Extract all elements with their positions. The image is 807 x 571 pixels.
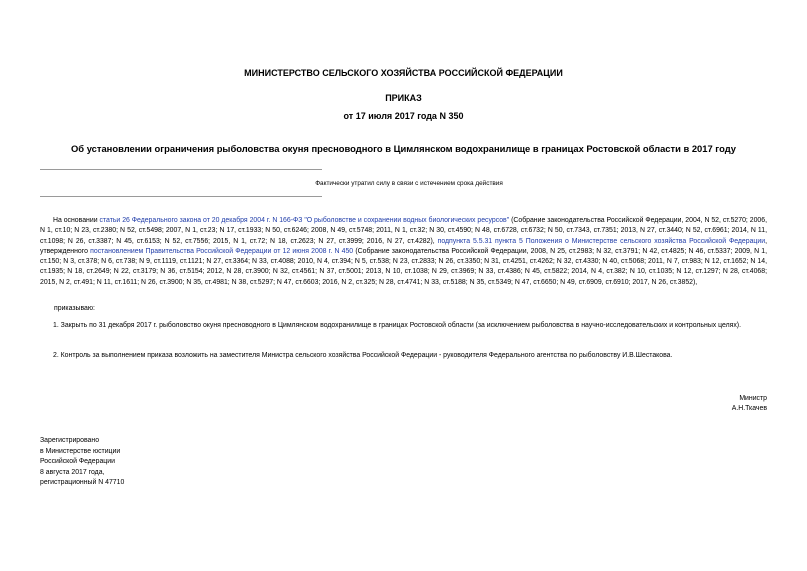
link-federal-law[interactable]: статьи 26 Федерального закона от 20 декабря 2004 г. N 166-ФЗ "О рыболовстве и сохранении водных биологических ресурсов" <box>99 217 510 224</box>
divider-top <box>40 169 322 170</box>
registration-line-4: 8 августа 2017 года, <box>40 468 105 476</box>
paragraph-item-1: 1. Закрыть по 31 декабря 2017 г. рыболовство окуня пресноводного в Цимлянском водохранилище в границах Ростовской области (за исключением рыболовства в научно-исследовательских и контрольных целях). <box>53 322 742 329</box>
registration-line-5: регистрационный N 47710 <box>40 479 125 486</box>
doc-type-heading: ПРИКАЗ <box>385 93 422 103</box>
paragraph-basis <box>40 216 767 288</box>
signature-block <box>732 394 767 414</box>
divider-bottom <box>40 196 322 197</box>
signature-position: Министр <box>739 395 767 402</box>
doc-title: Об установлении ограничения рыболовства окуня пресноводного в Цимлянском водохранилище в границах Ростовской области в 2017 году <box>71 143 736 154</box>
doc-date-number: от 17 июля 2017 года N 350 <box>343 111 464 121</box>
basis-approved: , утвержденного <box>40 237 767 255</box>
order-word: приказываю: <box>54 305 95 312</box>
basis-citations: (Собрание законодательства Российской Федерации, 2004, N 52, ст.5270; 2006, N 1, ст.10; N 23, ст.2380; N 52, ст.5498; 2007, N 1, ст.23; N 17, ст.1933; N 50, ст.6246; 2008, N 49, ст.5748; 2011, N 1, ст.32; N 30, ст.4590; N 48, ст.6728, ст.6732; N 50, ст.7343, ст.7351; 2013, N 27, ст.3440; N 52, ст.6961; 2014, N 11, ст.1098; N 26, ст.3387; N 45, ст.6153; N 52, ст.7556; 2015, N 1, ст.72; N 18, ст.2623; N 27, ст.3999; 2016, N 27, ст.4282), <box>40 217 767 245</box>
registration-line-1: Зарегистрировано <box>40 437 100 444</box>
registration-block <box>40 436 124 489</box>
ministry-heading: МИНИСТЕРСТВО СЕЛЬСКОГО ХОЗЯЙСТВА РОССИЙСКОЙ ФЕДЕРАЦИИ <box>244 68 563 78</box>
link-government-resolution[interactable]: постановлением Правительства Российской Федерации от 12 июня 2008 г. N 450 <box>90 247 354 255</box>
paragraph-item-2: 2. Контроль за выполнением приказа возложить на заместителя Министра сельского хозяйства Российской Федерации - руководителя Федерального агентства по рыболовству И.В.Шестакова. <box>53 352 673 359</box>
signature-name: А.Н.Ткачев <box>731 405 767 412</box>
status-note: Фактически утратил силу в связи с истечением срока действия <box>315 180 503 187</box>
basis-lead: На основании <box>53 217 100 224</box>
registration-line-3: Российской Федерации <box>40 458 115 465</box>
registration-line-2: в Министерстве юстиции <box>40 447 121 455</box>
link-regulation-subparagraph[interactable]: подпункта 5.5.31 пункта 5 Положения о Министерстве сельского хозяйства Российской Федерации <box>437 237 766 245</box>
basis-citations-2: (Собрание законодательства Российской Федерации, 2008, N 25, ст.2983; N 32, ст.3791; N 42, ст.4825; N 46, ст.5337; 2009, N 1, ст.150; N 3, ст.378; N 6, ст.738; N 9, ст.1119, ст.1121; N 27, ст.3364; N 33, ст.4088; 2010, N 4, ст.394; N 5, ст.538; N 23, ст.2833; N 26, ст.3350; N 31, ст.4251, ст.4262; N 32, ст.4330; N 40, ст.5068; 2011, N 7, ст.983; N 12, ст.1652; N 14, ст.1935; N 18, ст.2649; N 22, ст.3179; N 36, ст.5154; 2012, N 28, ст.3900; N 32, ст.4561; N 37, ст.5001; 2013, N 10, ст.1038; N 29, ст.3969; N 33, ст.4386; N 45, ст.5822; 2014, N 4, ст.382; N 10, ст.1035; N 12, ст.1297; N 28, ст.4068; 2015, N 2, ст.491; N 11, ст.1611; N 26, ст.3900; N 35, ст.4981; N 38, ст.5297; N 47, ст.6603; 2016, N 2, ст.325; N 28, ст.4741; N 33, ст.5188; N 35, ст.5349; N 47, ст.6650; N 49, ст.6909, ст.6910; 2017, N 26, ст.3852), <box>40 247 767 286</box>
